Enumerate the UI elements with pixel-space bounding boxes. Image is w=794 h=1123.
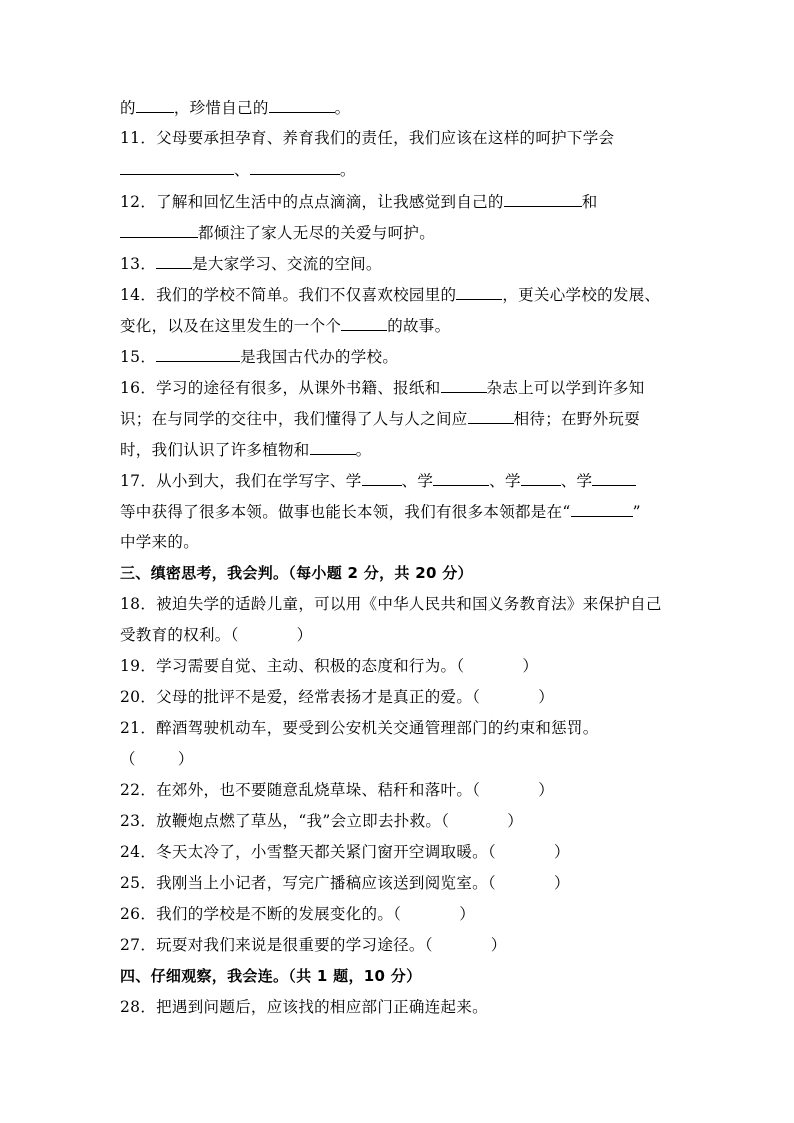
answer-blank[interactable] xyxy=(269,97,335,113)
question-12-cont: 都倾注了家人无尽的关爱与呵护。 xyxy=(120,222,435,243)
answer-blank[interactable] xyxy=(136,97,174,113)
question-17-cont: 等中获得了很多本领。做事也能长本领，我们有很多本领都是在“ ” xyxy=(120,503,641,521)
answer-blank[interactable] xyxy=(310,439,356,455)
answer-blank[interactable] xyxy=(362,470,402,486)
question-27: 27．玩耍对我们来说是很重要的学习途径。（ ） xyxy=(120,936,507,954)
question-24: 24．冬天太冷了，小雪整天都关紧门窗开空调取暖。（ ） xyxy=(120,843,570,861)
answer-blank[interactable] xyxy=(521,470,561,486)
answer-blank[interactable] xyxy=(456,284,502,300)
answer-blank[interactable] xyxy=(592,470,636,486)
question-10-cont: 的 ，珍惜自己的 。 xyxy=(120,99,351,117)
section-3-heading: 三、缜密思考，我会判。（每小题 2 分，共 20 分） xyxy=(120,564,473,582)
question-28: 28．把遇到问题后，应该找的相应部门正确连起来。 xyxy=(120,998,488,1016)
question-19: 19．学习需要自觉、主动、积极的态度和行为。（ ） xyxy=(120,657,539,675)
question-15: 15． 是我国古代办的学校。 xyxy=(120,348,399,366)
question-26: 26．我们的学校是不断的发展变化的。（ ） xyxy=(120,905,475,923)
answer-blank[interactable] xyxy=(468,408,514,424)
question-12: 12．了解和回忆生活中的点点滴滴，让我感觉到自己的 和 xyxy=(120,193,598,211)
answer-blank[interactable] xyxy=(156,346,240,362)
answer-blank[interactable] xyxy=(156,253,192,269)
question-21-cont: （ ） xyxy=(120,750,194,768)
question-21: 21．醉酒驾驶机动车，要受到公安机关交通管理部门的约束和惩罚。 xyxy=(120,719,599,737)
question-17: 17．从小到大，我们在学写字、学 、学 、学 、学 xyxy=(120,470,636,491)
answer-blank[interactable] xyxy=(504,191,582,207)
question-14: 14．我们的学校不简单。我们不仅喜欢校园里的 ，更关心学校的发展、 xyxy=(120,286,661,304)
question-20: 20．父母的批评不是爱，经常表扬才是真正的爱。（ ） xyxy=(120,688,554,706)
answer-blank[interactable] xyxy=(120,159,234,175)
question-22: 22．在郊外，也不要随意乱烧草垛、秸秆和落叶。（ ） xyxy=(120,781,554,799)
answer-blank[interactable] xyxy=(341,315,387,331)
question-16-cont: 识；在与同学的交往中，我们懂得了人与人之间应 相待；在野外玩耍 xyxy=(120,410,641,428)
question-11: 11．父母要承担孕育、养育我们的责任，我们应该在这样的呵护下学会 xyxy=(120,129,615,147)
question-16: 16．学习的途径有很多，从课外书籍、报纸和 杂志上可以学到许多知 xyxy=(120,379,645,397)
answer-blank[interactable] xyxy=(433,470,489,486)
question-18-cont: 受教育的权利。（ ） xyxy=(120,626,313,644)
question-14-cont: 变化，以及在这里发生的一个个 的故事。 xyxy=(120,317,451,335)
question-23: 23．放鞭炮点燃了草丛，“我”会立即去扑救。（ ） xyxy=(120,812,524,830)
answer-blank[interactable] xyxy=(571,501,633,517)
question-16-cont-2: 时，我们认识了许多植物和 。 xyxy=(120,441,372,459)
section-4-heading: 四、仔细观察，我会连。（共 1 题，10 分） xyxy=(120,967,422,985)
question-25: 25．我刚当上小记者，写完广播稿应该送到阅览室。（ ） xyxy=(120,874,570,892)
question-11-cont: 、 。 xyxy=(120,159,356,180)
answer-blank[interactable] xyxy=(250,159,340,175)
question-17-cont-2: 中学来的。 xyxy=(120,533,200,551)
answer-blank[interactable] xyxy=(120,222,198,238)
question-13: 13． 是大家学习、交流的空间。 xyxy=(120,255,382,273)
answer-blank[interactable] xyxy=(441,377,487,393)
question-18: 18．被迫失学的适龄儿童，可以用《中华人民共和国义务教育法》来保护自己 xyxy=(120,595,662,613)
